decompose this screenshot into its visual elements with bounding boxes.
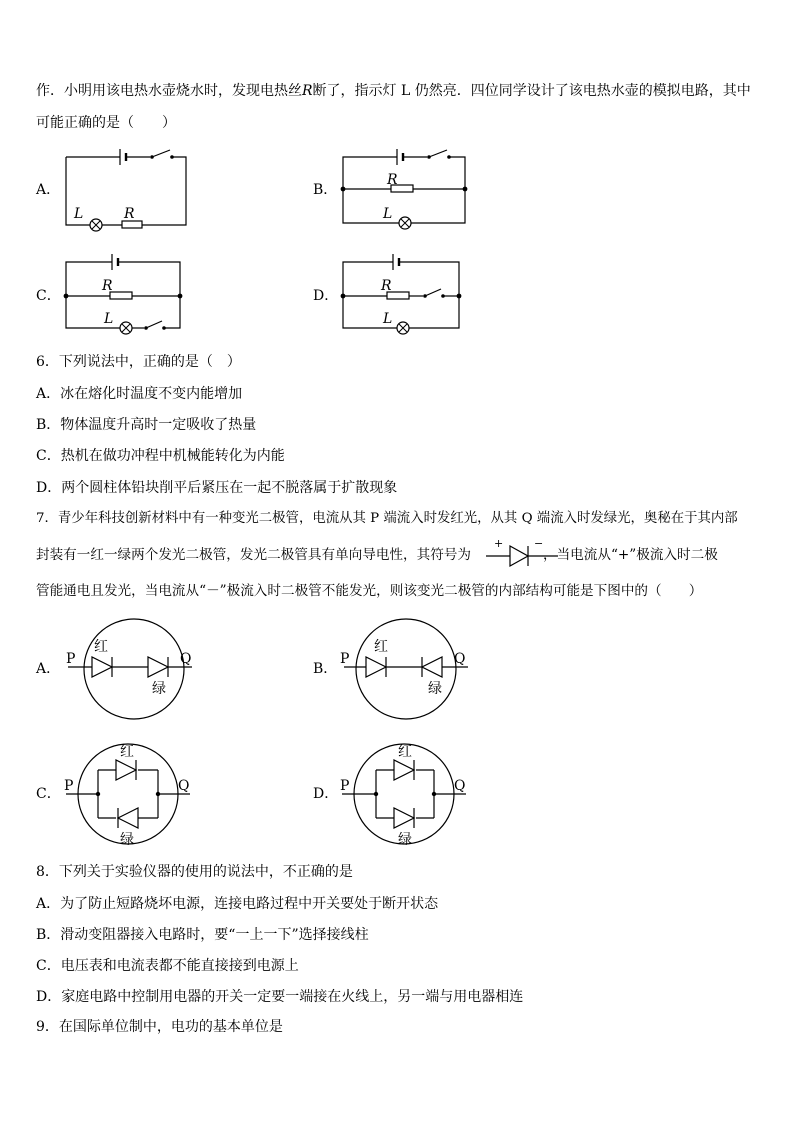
- q8-option-b: B．滑动变阻器接入电路时，要“一上一下”选择接线柱: [36, 927, 369, 943]
- svg-text:绿: 绿: [428, 681, 442, 697]
- q5-stem-line2: 可能正确的是（ ）: [36, 115, 176, 131]
- switch-icon: [150, 150, 174, 159]
- minus-sign: −: [534, 537, 544, 550]
- q6-option-d: D．两个圆柱体铅块削平后紧压在一起不脱落属于扩散现象: [36, 480, 398, 496]
- q5-option-b-circuit: [337, 145, 477, 235]
- svg-text:P: P: [340, 778, 350, 794]
- lamp-label: L: [74, 206, 84, 222]
- q7-option-d-label: D．: [313, 786, 339, 802]
- resistor-icon: [122, 221, 142, 228]
- q5-resistor-symbol: R: [302, 83, 313, 99]
- q5-option-b-label: B．: [313, 182, 338, 198]
- q7-stem-line2: 封装有一红一绿两个发光二极管，发光二极管具有单向导电性，其符号为 ，当电流从“+”极流入时二极: [36, 547, 718, 563]
- lamp-label: L: [383, 206, 393, 222]
- lamp-label: L: [104, 311, 114, 327]
- q7-option-c-label: C．: [36, 786, 61, 802]
- q7-option-c-diagram: [62, 738, 202, 858]
- q8-option-a: A．为了防止短路烧坏电源，连接电路过程中开关要处于断开状态: [36, 896, 439, 912]
- svg-text:红: 红: [398, 744, 412, 760]
- q6-stem: 6．下列说法中，正确的是（ ）: [36, 354, 241, 370]
- q7-option-d-diagram: [338, 738, 478, 858]
- svg-text:绿: 绿: [152, 681, 166, 697]
- q5-stem-line1: 作．小明用该电热水壶烧水时，发现电热丝R断了，指示灯 L 仍然亮．四位同学设计了该电热水壶的模拟电路，其中: [36, 83, 751, 99]
- svg-text:绿: 绿: [398, 832, 412, 848]
- q7-option-a-diagram: [62, 615, 202, 725]
- resistor-label: R: [124, 206, 135, 222]
- lamp-label: L: [383, 311, 393, 327]
- q8-stem: 8．下列关于实验仪器的使用的说法中，不正确的是: [36, 864, 353, 880]
- svg-text:Q: Q: [454, 651, 466, 667]
- q5-option-a-label: A．: [36, 182, 61, 198]
- svg-text:绿: 绿: [120, 832, 134, 848]
- diode-symbol-icon: [486, 538, 558, 568]
- svg-text:P: P: [64, 778, 74, 794]
- resistor-label: R: [102, 278, 113, 294]
- svg-text:红: 红: [94, 639, 108, 655]
- resistor-label: R: [381, 278, 392, 294]
- q8-option-c: C．电压表和电流表都不能直接接到电源上: [36, 958, 299, 974]
- lamp-icon: [120, 322, 132, 334]
- q6-option-b: B．物体温度升高时一定吸收了热量: [36, 417, 257, 433]
- resistor-label: R: [387, 172, 398, 188]
- q8-option-d: D．家庭电路中控制用电器的开关一定要一端接在火线上，另一端与用电器相连: [36, 989, 524, 1005]
- svg-text:Q: Q: [454, 778, 466, 794]
- q5-option-c-circuit: [60, 250, 200, 340]
- svg-text:Q: Q: [180, 651, 192, 667]
- q5-option-d-label: D．: [313, 288, 339, 304]
- q5-option-c-label: C．: [36, 288, 61, 304]
- q7-stem-line1: 7．青少年科技创新材料中有一种变光二极管，电流从其 P 端流入时发红光，从其 Q 端流入时发绿光，奥秘在于其内部: [36, 511, 738, 526]
- q7-stem-line3: 管能通电且发光，当电流从“－”极流入时二极管不能发光，则该变光二极管的内部结构可能是下图中的（ ）: [36, 583, 703, 599]
- lamp-icon: [399, 217, 411, 229]
- q7-option-b-label: B．: [313, 661, 338, 677]
- plus-sign: +: [494, 537, 504, 550]
- battery-icon: [66, 149, 126, 165]
- q7-option-b-diagram: [338, 615, 478, 725]
- svg-text:P: P: [340, 651, 350, 667]
- svg-text:红: 红: [120, 744, 134, 760]
- svg-text:P: P: [66, 651, 76, 667]
- q6-option-a: A．冰在熔化时温度不变内能增加: [36, 386, 243, 402]
- svg-text:红: 红: [374, 639, 388, 655]
- q7-option-a-label: A．: [36, 661, 61, 677]
- lamp-icon: [90, 219, 102, 231]
- lamp-icon: [397, 322, 409, 334]
- q5-option-d-circuit: [337, 250, 477, 340]
- resistor-icon: [110, 292, 132, 299]
- svg-text:Q: Q: [178, 778, 190, 794]
- q9-stem: 9．在国际单位制中，电功的基本单位是: [36, 1019, 283, 1035]
- q6-option-c: C．热机在做功冲程中机械能转化为内能: [36, 448, 285, 464]
- q5-option-a-circuit: [60, 145, 200, 235]
